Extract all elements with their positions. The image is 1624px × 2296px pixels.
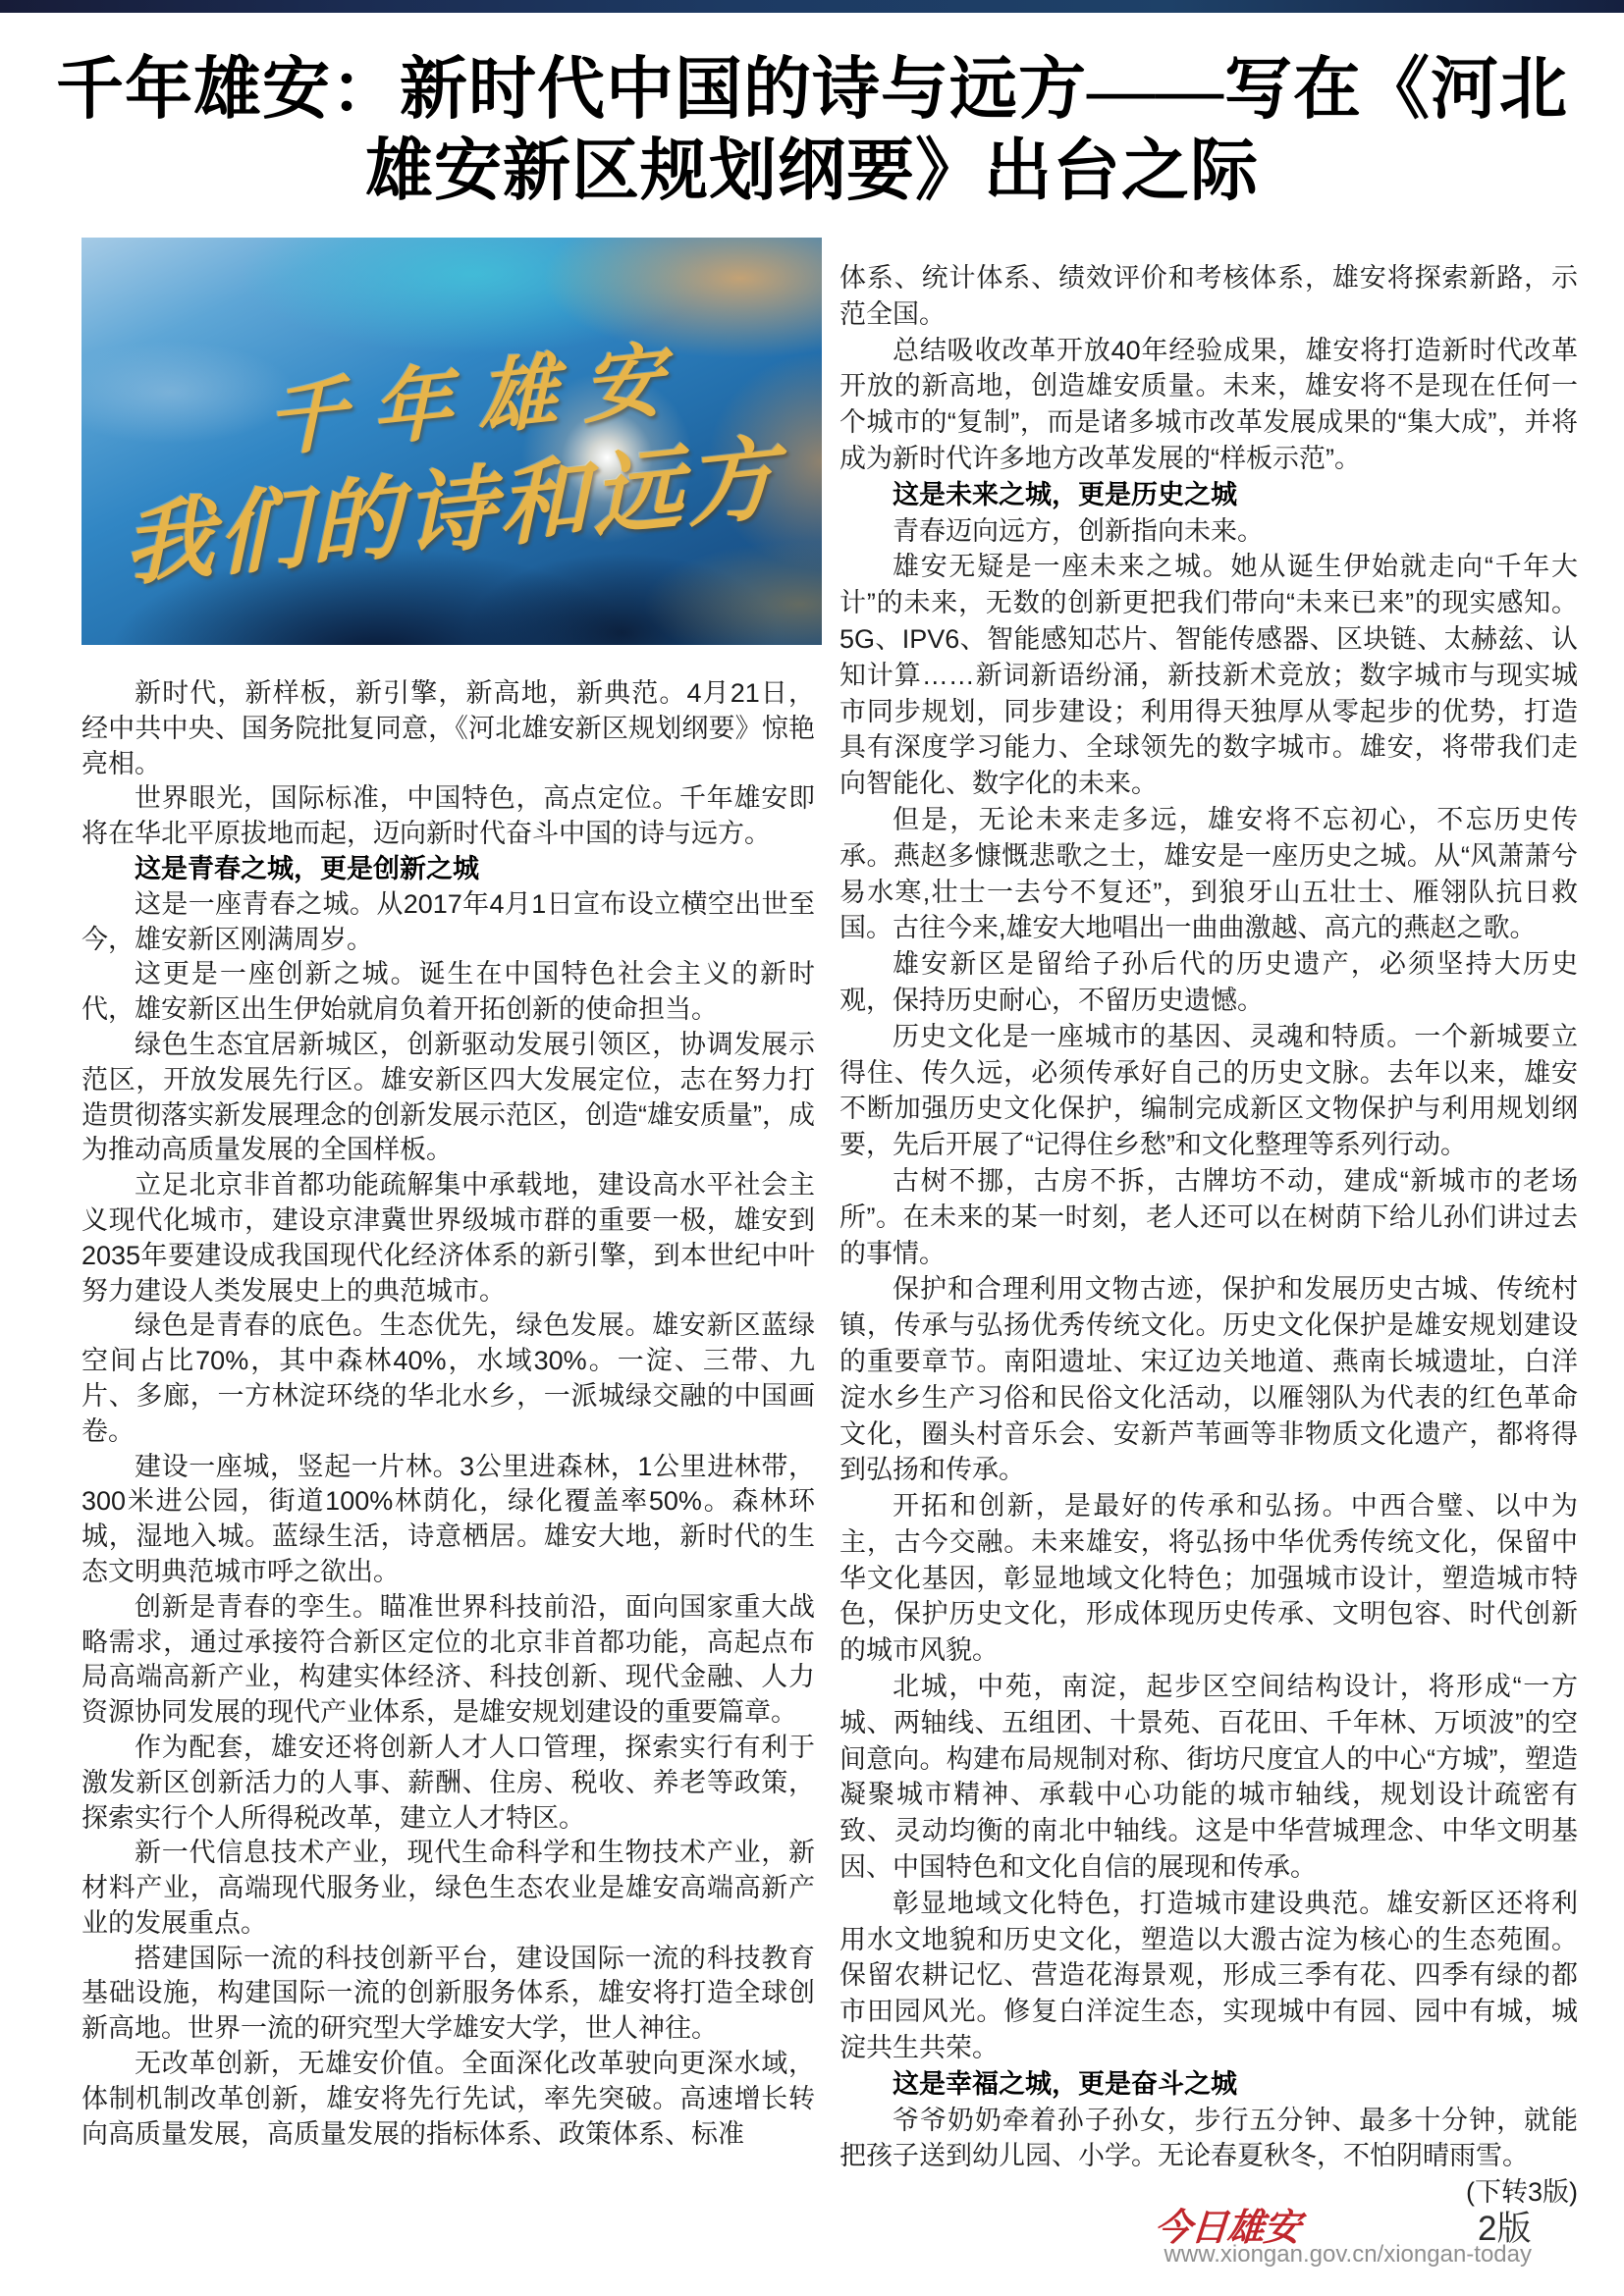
paragraph: 世界眼光，国际标准，中国特色，高点定位。千年雄安即将在华北平原拔地而起，迈向新时代奋斗中国的诗与远方。: [81, 783, 815, 849]
paragraph: 搭建国际一流的科技创新平台，建设国际一流的科技教育基础设施，构建国际一流的创新服务体系，雄安将打造全球创新高地。世界一流的研究型大学雄安大学，世人神往。: [81, 1943, 815, 2044]
paragraph: 青春迈向远方，创新指向未来。: [893, 515, 1264, 546]
paragraph: 这是一座青春之城。从2017年4月1日宣布设立横空出世至今，雄安新区刚满周岁。: [81, 888, 815, 954]
photo-overlay-title-line2: 我们的诗和远方: [122, 427, 783, 598]
paragraph: 开拓和创新，是最好的传承和弘扬。中西合璧、以中为主，古今交融。未来雄安，将弘扬中华优秀传统文化，保留中华文化基因，彰显地域文化特色；加强城市设计，塑造城市特色，保护历史文化，形成体现历史传承、文明包容、时代创新的城市风貌。: [839, 1491, 1578, 1666]
article-headline: [20, 49, 1604, 212]
paragraph: 新时代，新样板，新引擎，新高地，新典范。4月21日，经中共中央、国务院批复同意，《河北雄安新区规划纲要》惊艳亮相。: [81, 678, 815, 778]
paragraph: 保护和合理利用文物古迹，保护和发展历史古城、传统村镇，传承与弘扬优秀传统文化。历史文化保护是雄安规划建设的重要章节。南阳遗址、宋辽边关地道、燕南长城遗址，白洋淀水乡生产习俗和民俗文化活动，以雁翎队为代表的红色革命文化，圈头村音乐会、安新芦苇画等非物质文化遗产，都将得到弘扬和传承。: [839, 1274, 1578, 1485]
paragraph: 作为配套，雄安还将创新人才人口管理，探索实行有利于激发新区创新活力的人事、薪酬、住房、税收、养老等政策，探索实行个人所得税改革，建立人才特区。: [81, 1732, 815, 1833]
paragraph: 总结吸收改革开放40年经验成果，雄安将打造新时代改革开放的新高地，创造雄安质量。未来，雄安将不是现在任何一个城市的“复制”，而是诸多城市改革发展成果的“集大成”，并将成为新时代许多地方改革发展的“样板示范”。: [839, 335, 1578, 473]
paragraph: 创新是青春的孪生。瞄准世界科技前沿，面向国家重大战略需求，通过承接符合新区定位的北京非首都功能，高起点布局高端高新产业，构建实体经济、科技创新、现代金融、人力资源协同发展的现代产业体系，是雄安规划建设的重要篇章。: [81, 1591, 815, 1728]
headline-line-1: 千年雄安：新时代中国的诗与远方——写在《河北: [56, 52, 1568, 127]
page-number: 2版: [1478, 2210, 1532, 2248]
site-url: www.xiongan.gov.cn/xiongan-today: [1164, 2241, 1532, 2268]
footer-brand-logo: 今日雄安: [1153, 2208, 1302, 2249]
section-header: 这是未来之城，更是历史之城: [893, 479, 1237, 509]
section-header: 这是青春之城，更是创新之城: [135, 853, 479, 883]
paragraph: 雄安无疑是一座未来之城。她从诞生伊始就走向“千年大计”的未来，无数的创新更把我们带向“未来已来”的现实感知。5G、IPV6、智能感知芯片、智能传感器、区块链、太赫兹、认知计算……新词新语纷涌，新技新术竞放；数字城市与现实城市同步规划，同步建设；利用得天独厚从零起步的优势，打造具有深度学习能力、全球领先的数字城市。雄安，将带我们走向智能化、数字化的未来。: [839, 552, 1578, 799]
paragraph: (下转3版): [1466, 2177, 1578, 2208]
paragraph: 这更是一座创新之城。诞生在中国特色社会主义的新时代，雄安新区出生伊始就肩负着开拓创新的使命担当。: [81, 959, 815, 1025]
top-accent-bar: [0, 0, 1624, 13]
paragraph: 但是，无论未来走多远，雄安将不忘初心，不忘历史传承。燕赵多慷慨悲歌之士，雄安是一座历史之城。从“风萧萧兮易水寒,壮士一去兮不复还”，到狼牙山五壮士、雁翎队抗日救国。古往今来,雄安大地唱出一曲曲激越、高亢的燕赵之歌。: [839, 804, 1578, 943]
paragraph: 绿色是青春的底色。生态优先，绿色发展。雄安新区蓝绿空间占比70%，其中森林40%，水域30%。一淀、三带、九片、多廊，一方林淀环绕的华北水乡，一派城绿交融的中国画卷。: [81, 1310, 815, 1446]
paragraph: 雄安新区是留给子孙后代的历史遗产，必须坚持大历史观，保持历史耐心，不留历史遗憾。: [839, 949, 1578, 1015]
paragraph: 体系、统计体系、绩效评价和考核体系，雄安将探索新路，示范全国。: [839, 263, 1578, 329]
headline-line-2: 雄安新区规划纲要》出台之际: [365, 133, 1259, 208]
photo-overlay-title-line1: 千年雄安: [264, 333, 690, 467]
paragraph: 新一代信息技术产业，现代生命科学和生物技术产业，新材料产业，高端现代服务业，绿色生态农业是雄安高端高新产业的发展重点。: [81, 1838, 815, 1938]
section-header: 这是幸福之城，更是奋斗之城: [893, 2068, 1237, 2099]
paragraph: 无改革创新，无雄安价值。全面深化改革驶向更深水域，体制机制改革创新，雄安将先行先试，率先突破。高速增长转向高质量发展，高质量发展的指标体系、政策体系、标准: [81, 2049, 815, 2149]
paragraph: 历史文化是一座城市的基因、灵魂和特质。一个新城要立得住、传久远，必须传承好自己的历史文脉。去年以来，雄安不断加强历史文化保护，编制完成新区文物保护与利用规划纲要，先后开展了“记得住乡愁”和文化整理等系列行动。: [839, 1021, 1578, 1160]
paragraph: 彰显地域文化特色，打造城市建设典范。雄安新区还将利用水文地貌和历史文化，塑造以大溵古淀为核心的生态苑囿。保留农耕记忆、营造花海景观，形成三季有花、四季有绿的都市田园风光。修复白洋淀生态，实现城中有园、园中有城，城淀共生共荣。: [839, 1888, 1578, 2063]
paragraph: 爷爷奶奶牵着孙子孙女，步行五分钟、最多十分钟，就能把孩子送到幼儿园、小学。无论春夏秋冬，不怕阴晴雨雪。: [839, 2105, 1578, 2171]
paragraph: 绿色生态宜居新城区，创新驱动发展引领区，协调发展示范区，开放发展先行区。雄安新区四大发展定位，志在努力打造贯彻落实新发展理念的创新发展示范区，创造“雄安质量”，成为推动高质量发展的全国样板。: [81, 1029, 815, 1165]
paragraph: 建设一座城，竖起一片林。3公里进森林，1公里进林带，300米进公园，街道100%林荫化，绿化覆盖率50%。森林环城，湿地入城。蓝绿生活，诗意栖居。雄安大地，新时代的生态文明典范城市呼之欲出。: [81, 1451, 815, 1586]
paragraph: 北城，中苑，南淀，起步区空间结构设计，将形成“一方城、两轴线、五组团、十景苑、百花田、千年林、万顷波”的空间意向。构建布局规制对称、街坊尺度宜人的中心“方城”，塑造凝聚城市精神、承载中心功能的城市轴线，规划设计疏密有致、灵动均衡的南北中轴线。这是中华营城理念、中华文明基因、中国特色和文化自信的展现和传承。: [839, 1672, 1578, 1883]
left-column: [81, 676, 815, 2152]
lead-photo: [81, 238, 822, 645]
paragraph: 古树不挪，古房不拆，古牌坊不动，建成“新城市的老场所”。在未来的某一时刻，老人还可以在树荫下给儿孙们讲过去的事情。: [839, 1165, 1578, 1268]
paragraph: 立足北京非首都功能疏解集中承载地，建设高水平社会主义现代化城市，建设京津冀世界级城市群的重要一极，雄安到2035年要建设成我国现代化经济体系的新引擎，到本世纪中叶努力建设人类发展史上的典范城市。: [81, 1170, 815, 1306]
right-column: [839, 260, 1578, 2211]
